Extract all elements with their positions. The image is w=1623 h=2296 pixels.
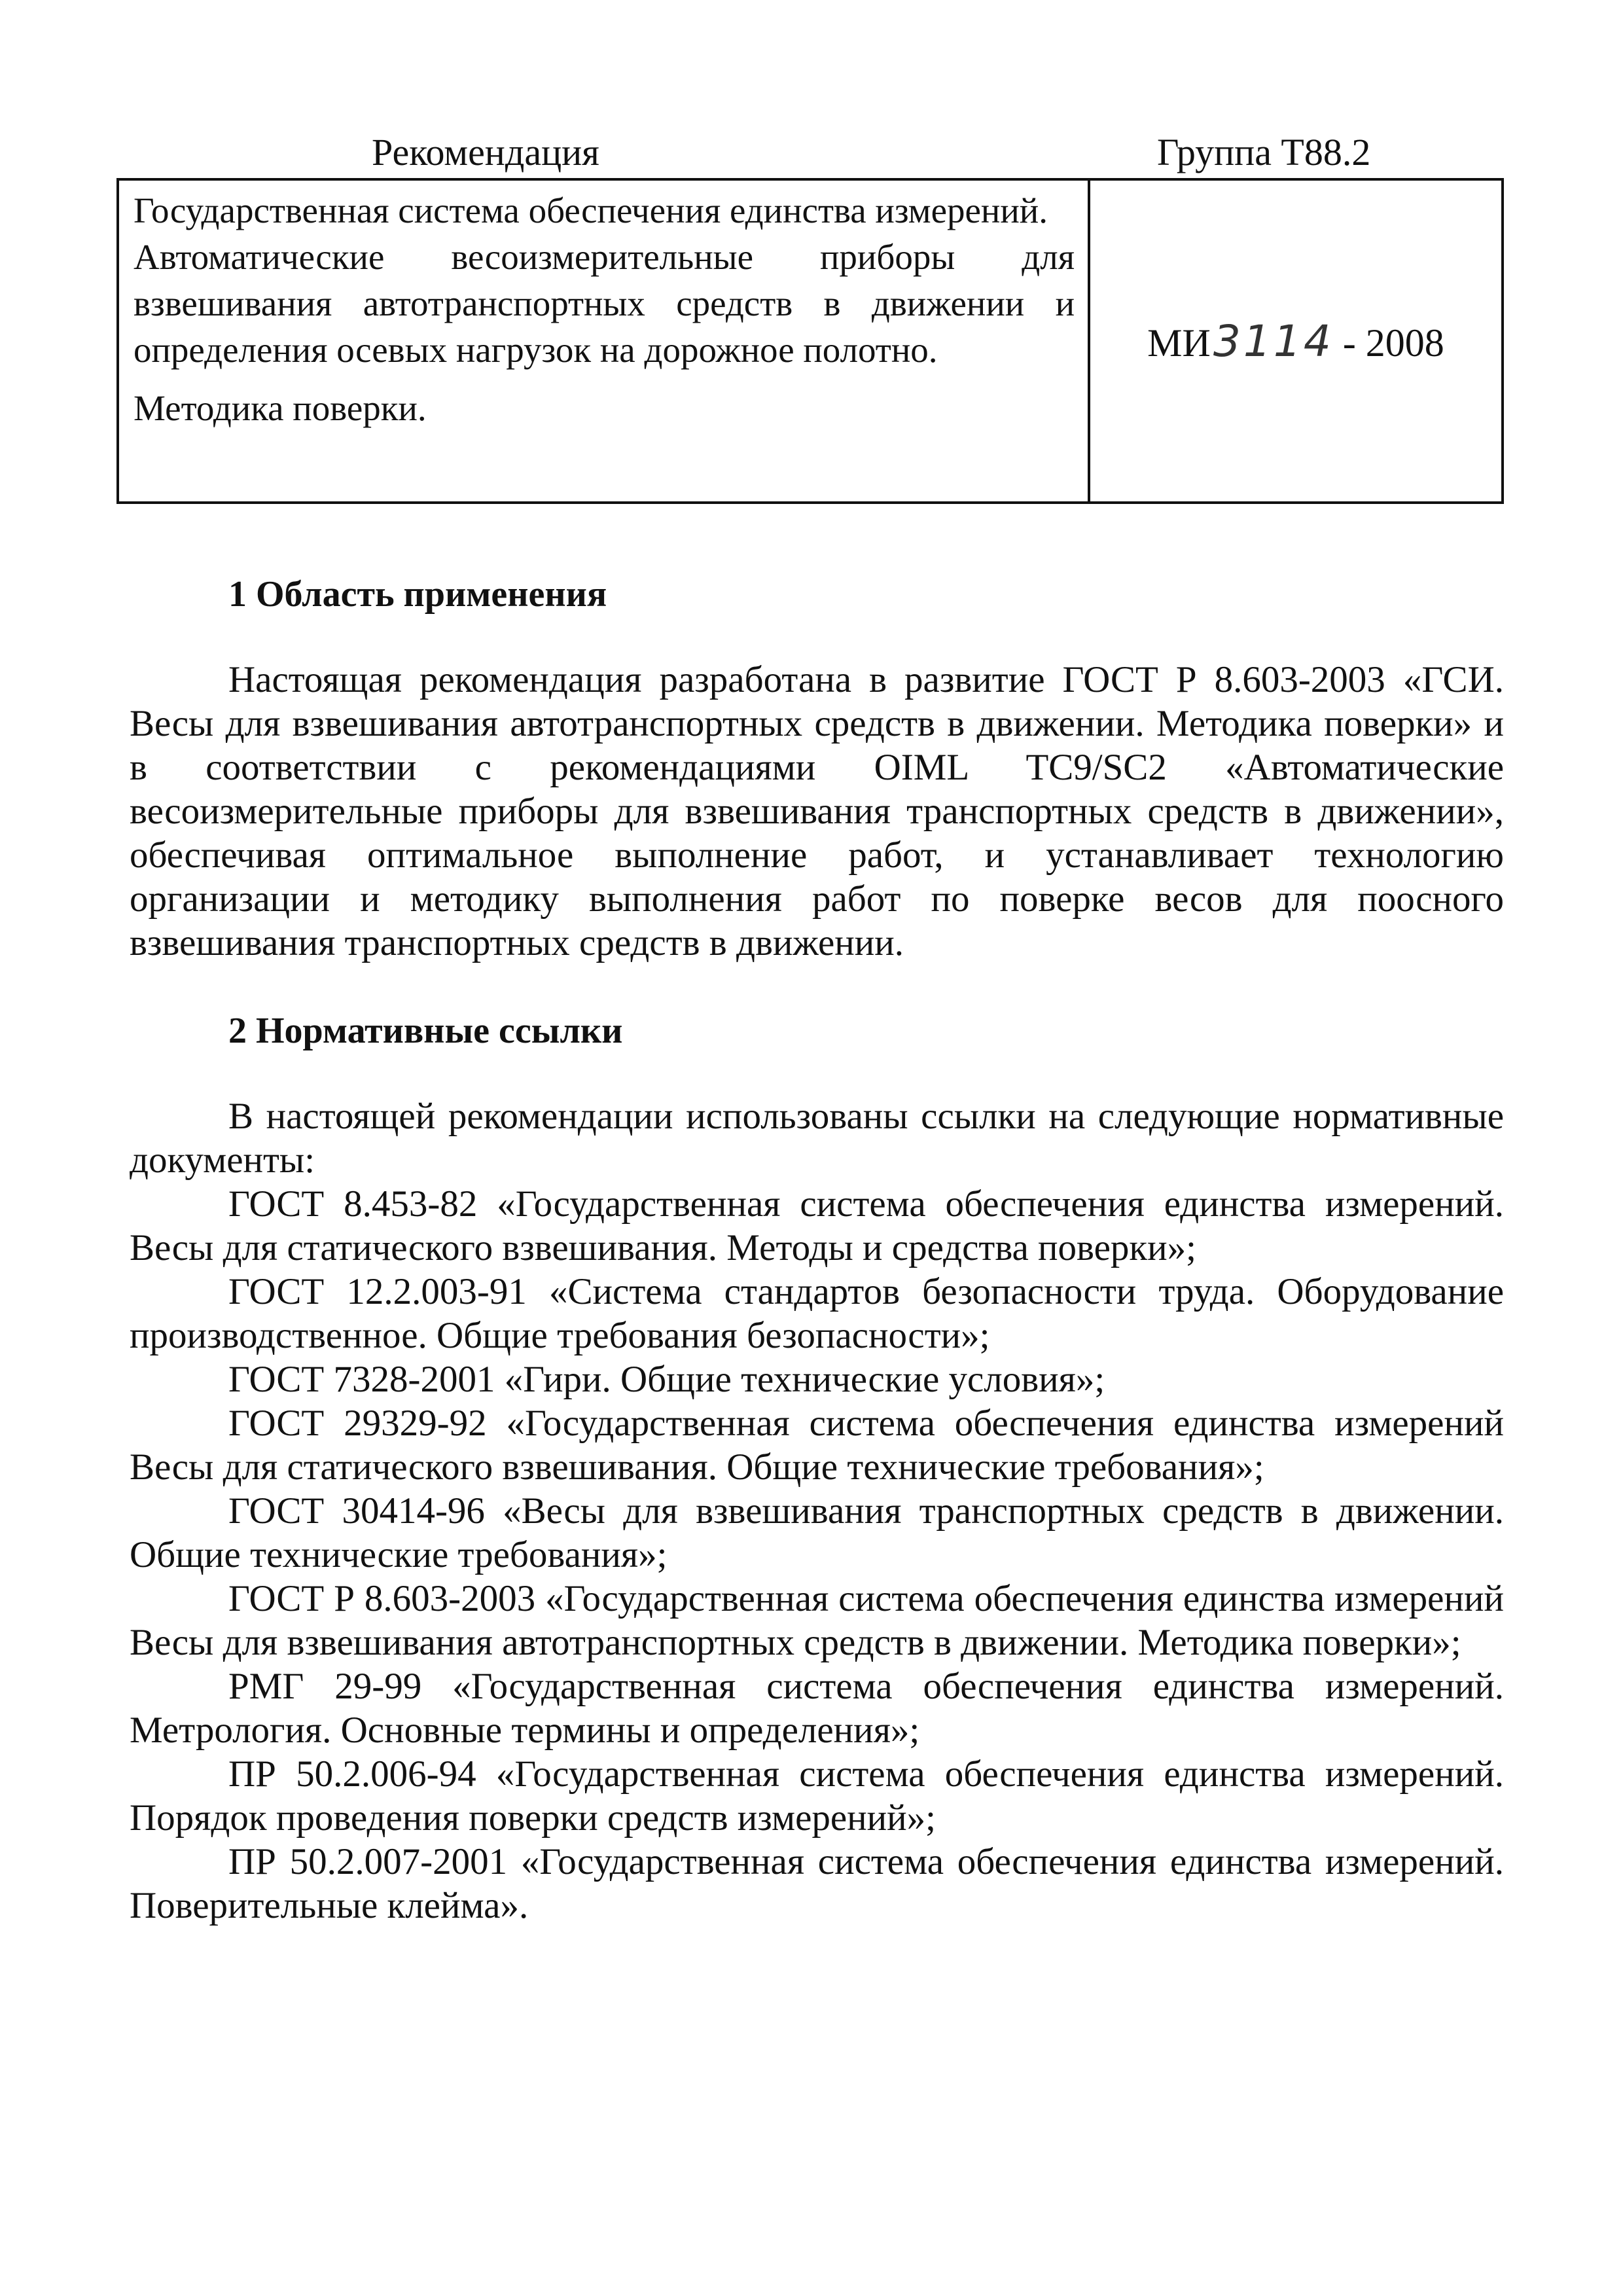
title-cell [118,179,1089,503]
reference-item: ГОСТ 30414-96 «Весы для взвешивания транспортных средств в движении. Общие технические требования»; [130,1490,1504,1575]
section-2-heading: 2 Нормативные ссылки [228,1011,623,1051]
section-1-body [130,658,1504,965]
group-label: Группа Т88.2 [1157,131,1371,173]
reference-item: ГОСТ 7328-2001 «Гири. Общие технические условия»; [228,1359,1105,1400]
section-1-heading: 1 Область применения [228,574,607,615]
paragraph: В настоящей рекомендации использованы ссылки на следующие нормативные документы: [130,1096,1504,1181]
reference-item: ГОСТ 12.2.003-91 «Система стандартов безопасности труда. Оборудование производственное. Общие требования безопасности»; [130,1271,1504,1356]
document-code [1147,315,1444,367]
reference-item: ГОСТ Р 8.603-2003 «Государственная система обеспечения единства измерений Весы для взвешивания автотранспортных средств в движении. Методика поверки»; [130,1578,1504,1663]
reference-item: РМГ 29-99 «Государственная система обеспечения единства измерений. Метрология. Основные термины и определения»; [130,1666,1504,1751]
title-block [116,178,1504,504]
reference-item: ГОСТ 29329-92 «Государственная система обеспечения единства измерений Весы для статического взвешивания. Общие технические требования»; [130,1403,1504,1488]
document-type-label: Рекомендация [372,131,599,173]
title-line-1: Государственная система обеспечения единства измерений. [134,190,1048,230]
code-prefix: МИ [1147,321,1211,365]
reference-item: ПР 50.2.006-94 «Государственная система обеспечения единства измерений. Порядок проведения поверки средств измерений»; [130,1753,1504,1839]
reference-item: ПР 50.2.007-2001 «Государственная система обеспечения единства измерений. Поверительные клейма». [130,1841,1504,1926]
title-line-2: Автоматические весоизмерительные приборы для взвешивания автотранспортных средств в движении и определения осевых нагрузок на дорожное полотно. [134,237,1075,370]
handwritten-number: 3114 [1213,315,1334,367]
code-cell [1089,179,1503,503]
paragraph: Настоящая рекомендация разработана в развитие ГОСТ Р 8.603-2003 «ГСИ. Весы для взвешивания автотранспортных средств в движении. Методика поверки» и в соответствии с рекомендациями OIML TC9/SC2 «Автоматические весоизмерительные приборы для взвешивания транспортных средств в движении», обеспечивая оптимальное выполнение работ, и устанавливает технологию организации и методику выполнения работ по поверке весов для поосного взвешивания транспортных средств в движении. [130,659,1504,963]
reference-item: ГОСТ 8.453-82 «Государственная система обеспечения единства измерений. Весы для статического взвешивания. Методы и средства поверки»; [130,1183,1504,1268]
section-2-body [130,1094,1504,1928]
title-line-3: Методика поверки. [134,388,427,428]
code-year: - 2008 [1342,321,1444,365]
